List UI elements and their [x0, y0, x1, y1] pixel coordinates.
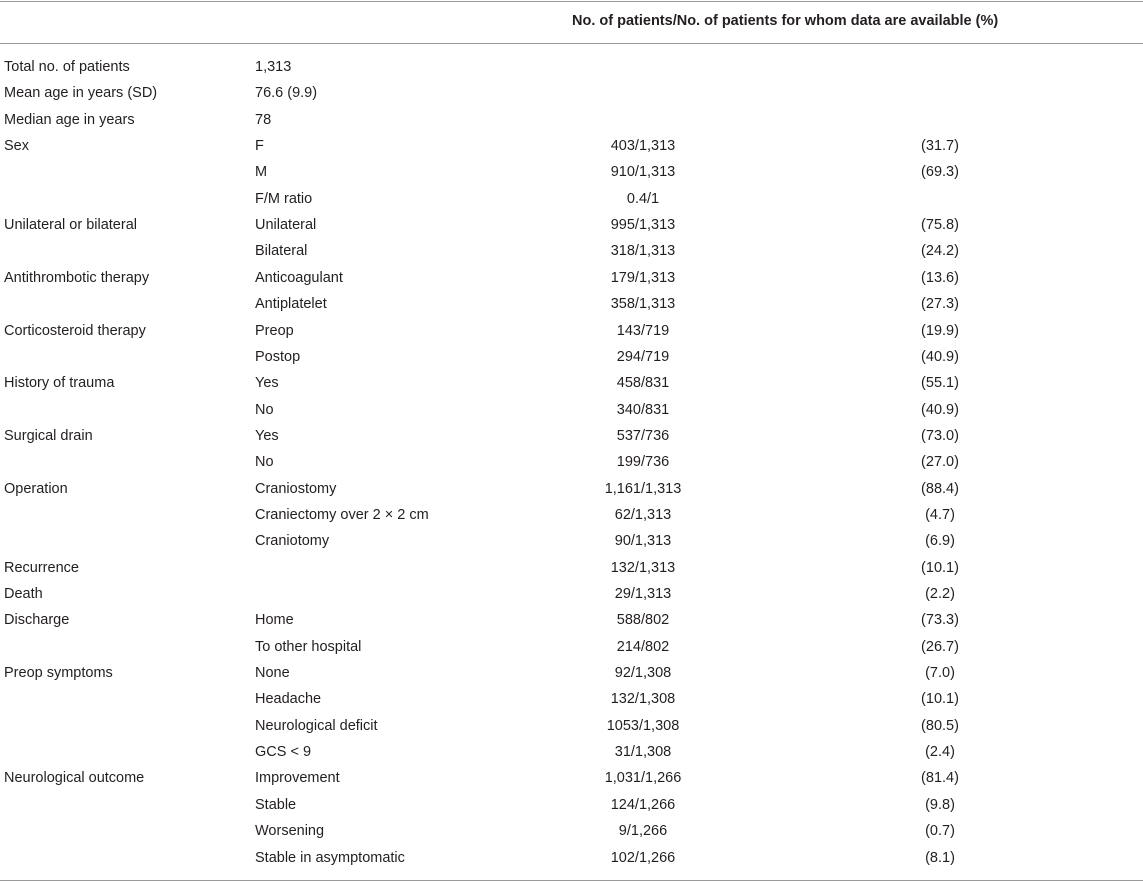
table-row [0, 57, 1143, 77]
row-sublabel: F [255, 138, 264, 155]
table-row [0, 215, 1143, 235]
row-sublabel: To other hospital [255, 638, 362, 655]
row-label: Surgical drain [4, 427, 93, 444]
count-value: 124/1,266 [610, 796, 676, 813]
percent-value: (73.3) [921, 612, 959, 629]
row-sublabel: 1,313 [255, 59, 292, 75]
percent-value: (6.9) [925, 533, 955, 550]
percent-value: (9.8) [925, 796, 955, 813]
table-row [0, 294, 1143, 314]
row-sublabel: Yes [255, 375, 279, 392]
row-sublabel: Neurological deficit [255, 717, 378, 734]
percent-value: (8.1) [925, 849, 955, 866]
percent-value: (73.0) [921, 427, 959, 444]
percent-value: (27.3) [921, 296, 959, 313]
count-value: 214/802 [616, 638, 670, 655]
count-value: 143/719 [616, 322, 670, 339]
row-sublabel: GCS < 9 [255, 744, 312, 761]
row-label: Operation [4, 480, 68, 497]
table-row [0, 689, 1143, 709]
percent-value: (40.9) [921, 348, 959, 365]
row-sublabel: No [255, 454, 274, 471]
table-top-rule [0, 1, 1143, 2]
count-value: 62/1,313 [614, 506, 672, 523]
percent-value: (10.1) [921, 559, 959, 576]
table-row [0, 768, 1143, 788]
row-sublabel: Craniotomy [255, 533, 330, 550]
percent-value: (10.1) [921, 691, 959, 708]
percent-value: (31.7) [921, 138, 959, 155]
table-row [0, 663, 1143, 683]
percent-value: (69.3) [921, 164, 959, 181]
row-label: Recurrence [4, 559, 79, 576]
row-label: Antithrombotic therapy [4, 269, 150, 286]
table-row [0, 742, 1143, 762]
table-row [0, 505, 1143, 525]
percent-value: (24.2) [921, 243, 959, 260]
row-label: Median age in years [4, 111, 135, 128]
count-value: 9/1,266 [618, 823, 668, 840]
count-value: 537/736 [616, 427, 670, 444]
column-header: No. of patients/No. of patients for whom data are available (%) [572, 13, 999, 29]
table-row [0, 452, 1143, 472]
row-sublabel: Stable in asymptomatic [255, 849, 405, 866]
percent-value: (13.6) [921, 269, 959, 286]
row-sublabel: Improvement [255, 770, 340, 787]
table-row [0, 83, 1143, 103]
count-value: 90/1,313 [614, 533, 672, 550]
count-value: 199/736 [616, 454, 670, 471]
percent-value: (80.5) [921, 717, 959, 734]
row-label: History of trauma [4, 375, 115, 392]
row-sublabel: None [255, 665, 290, 682]
row-sublabel: F/M ratio [255, 190, 313, 207]
table-row [0, 716, 1143, 736]
row-sublabel: Preop [255, 322, 294, 339]
row-sublabel: Postop [255, 348, 301, 365]
table-header-rule [0, 43, 1143, 44]
count-value: 132/1,313 [610, 559, 676, 576]
count-value: 1,161/1,313 [604, 480, 682, 497]
percent-value: (27.0) [921, 454, 959, 471]
count-value: 403/1,313 [610, 138, 676, 155]
table-row [0, 241, 1143, 261]
percent-value: (40.9) [921, 401, 959, 418]
row-sublabel: 78 [255, 111, 272, 128]
count-value: 0.4/1 [626, 190, 660, 207]
table-row [0, 321, 1143, 341]
count-value: 910/1,313 [610, 164, 676, 181]
row-sublabel: M [255, 164, 268, 181]
count-value: 318/1,313 [610, 243, 676, 260]
row-sublabel: Anticoagulant [255, 269, 343, 286]
row-sublabel: Yes [255, 427, 279, 444]
count-value: 92/1,308 [614, 665, 672, 682]
table-bottom-rule [0, 880, 1143, 881]
percent-value: (19.9) [921, 322, 959, 339]
row-label: Death [4, 586, 43, 602]
table-row [0, 795, 1143, 815]
count-value: 1053/1,308 [606, 717, 680, 734]
count-value: 179/1,313 [610, 269, 676, 286]
table-row [0, 426, 1143, 446]
table-row [0, 189, 1143, 209]
percent-value: (2.2) [925, 586, 955, 602]
row-label: Mean age in years (SD) [4, 85, 158, 102]
table-row [0, 821, 1143, 841]
table-row [0, 373, 1143, 393]
row-sublabel: 76.6 (9.9) [255, 85, 318, 102]
table-row [0, 531, 1143, 551]
count-value: 29/1,313 [614, 586, 672, 602]
percent-value: (75.8) [921, 217, 959, 234]
table-row [0, 637, 1143, 657]
table-row [0, 162, 1143, 182]
percent-value: (88.4) [921, 480, 959, 497]
table-row [0, 848, 1143, 868]
count-value: 31/1,308 [614, 744, 672, 761]
percent-value: (4.7) [925, 506, 955, 523]
count-value: 340/831 [616, 401, 670, 418]
percent-value: (26.7) [921, 638, 959, 655]
table-row [0, 347, 1143, 367]
percent-value: (81.4) [921, 770, 959, 787]
percent-value: (55.1) [921, 375, 959, 392]
row-sublabel: Home [255, 612, 294, 629]
row-sublabel: No [255, 401, 274, 418]
row-sublabel: Craniostomy [255, 480, 337, 497]
row-sublabel: Worsening [255, 823, 325, 840]
row-label: Corticosteroid therapy [4, 322, 146, 339]
row-sublabel: Stable [255, 796, 297, 813]
table-row [0, 400, 1143, 420]
table-row [0, 110, 1143, 130]
row-sublabel: Unilateral [255, 217, 317, 234]
table-row [0, 268, 1143, 288]
percent-value: (7.0) [925, 665, 955, 682]
row-label: Sex [4, 138, 29, 155]
table-row [0, 136, 1143, 156]
count-value: 102/1,266 [610, 849, 676, 866]
table-row [0, 558, 1143, 578]
count-value: 458/831 [616, 375, 670, 392]
count-value: 294/719 [616, 348, 670, 365]
table-row [0, 479, 1143, 499]
count-value: 995/1,313 [610, 217, 676, 234]
table-row [0, 584, 1143, 604]
count-value: 1,031/1,266 [604, 770, 682, 787]
count-value: 588/802 [616, 612, 670, 629]
table-row [0, 610, 1143, 630]
row-label: Total no. of patients [4, 59, 130, 75]
count-value: 358/1,313 [610, 296, 676, 313]
percent-value: (0.7) [925, 823, 955, 840]
percent-value: (2.4) [925, 744, 955, 761]
row-label: Neurological outcome [4, 770, 145, 787]
row-sublabel: Craniectomy over 2 × 2 cm [255, 506, 429, 523]
row-sublabel: Antiplatelet [255, 296, 327, 313]
count-value: 132/1,308 [610, 691, 676, 708]
row-sublabel: Headache [255, 691, 322, 708]
row-label: Unilateral or bilateral [4, 217, 137, 234]
row-label: Discharge [4, 612, 70, 629]
row-sublabel: Bilateral [255, 243, 308, 260]
row-label: Preop symptoms [4, 665, 113, 682]
